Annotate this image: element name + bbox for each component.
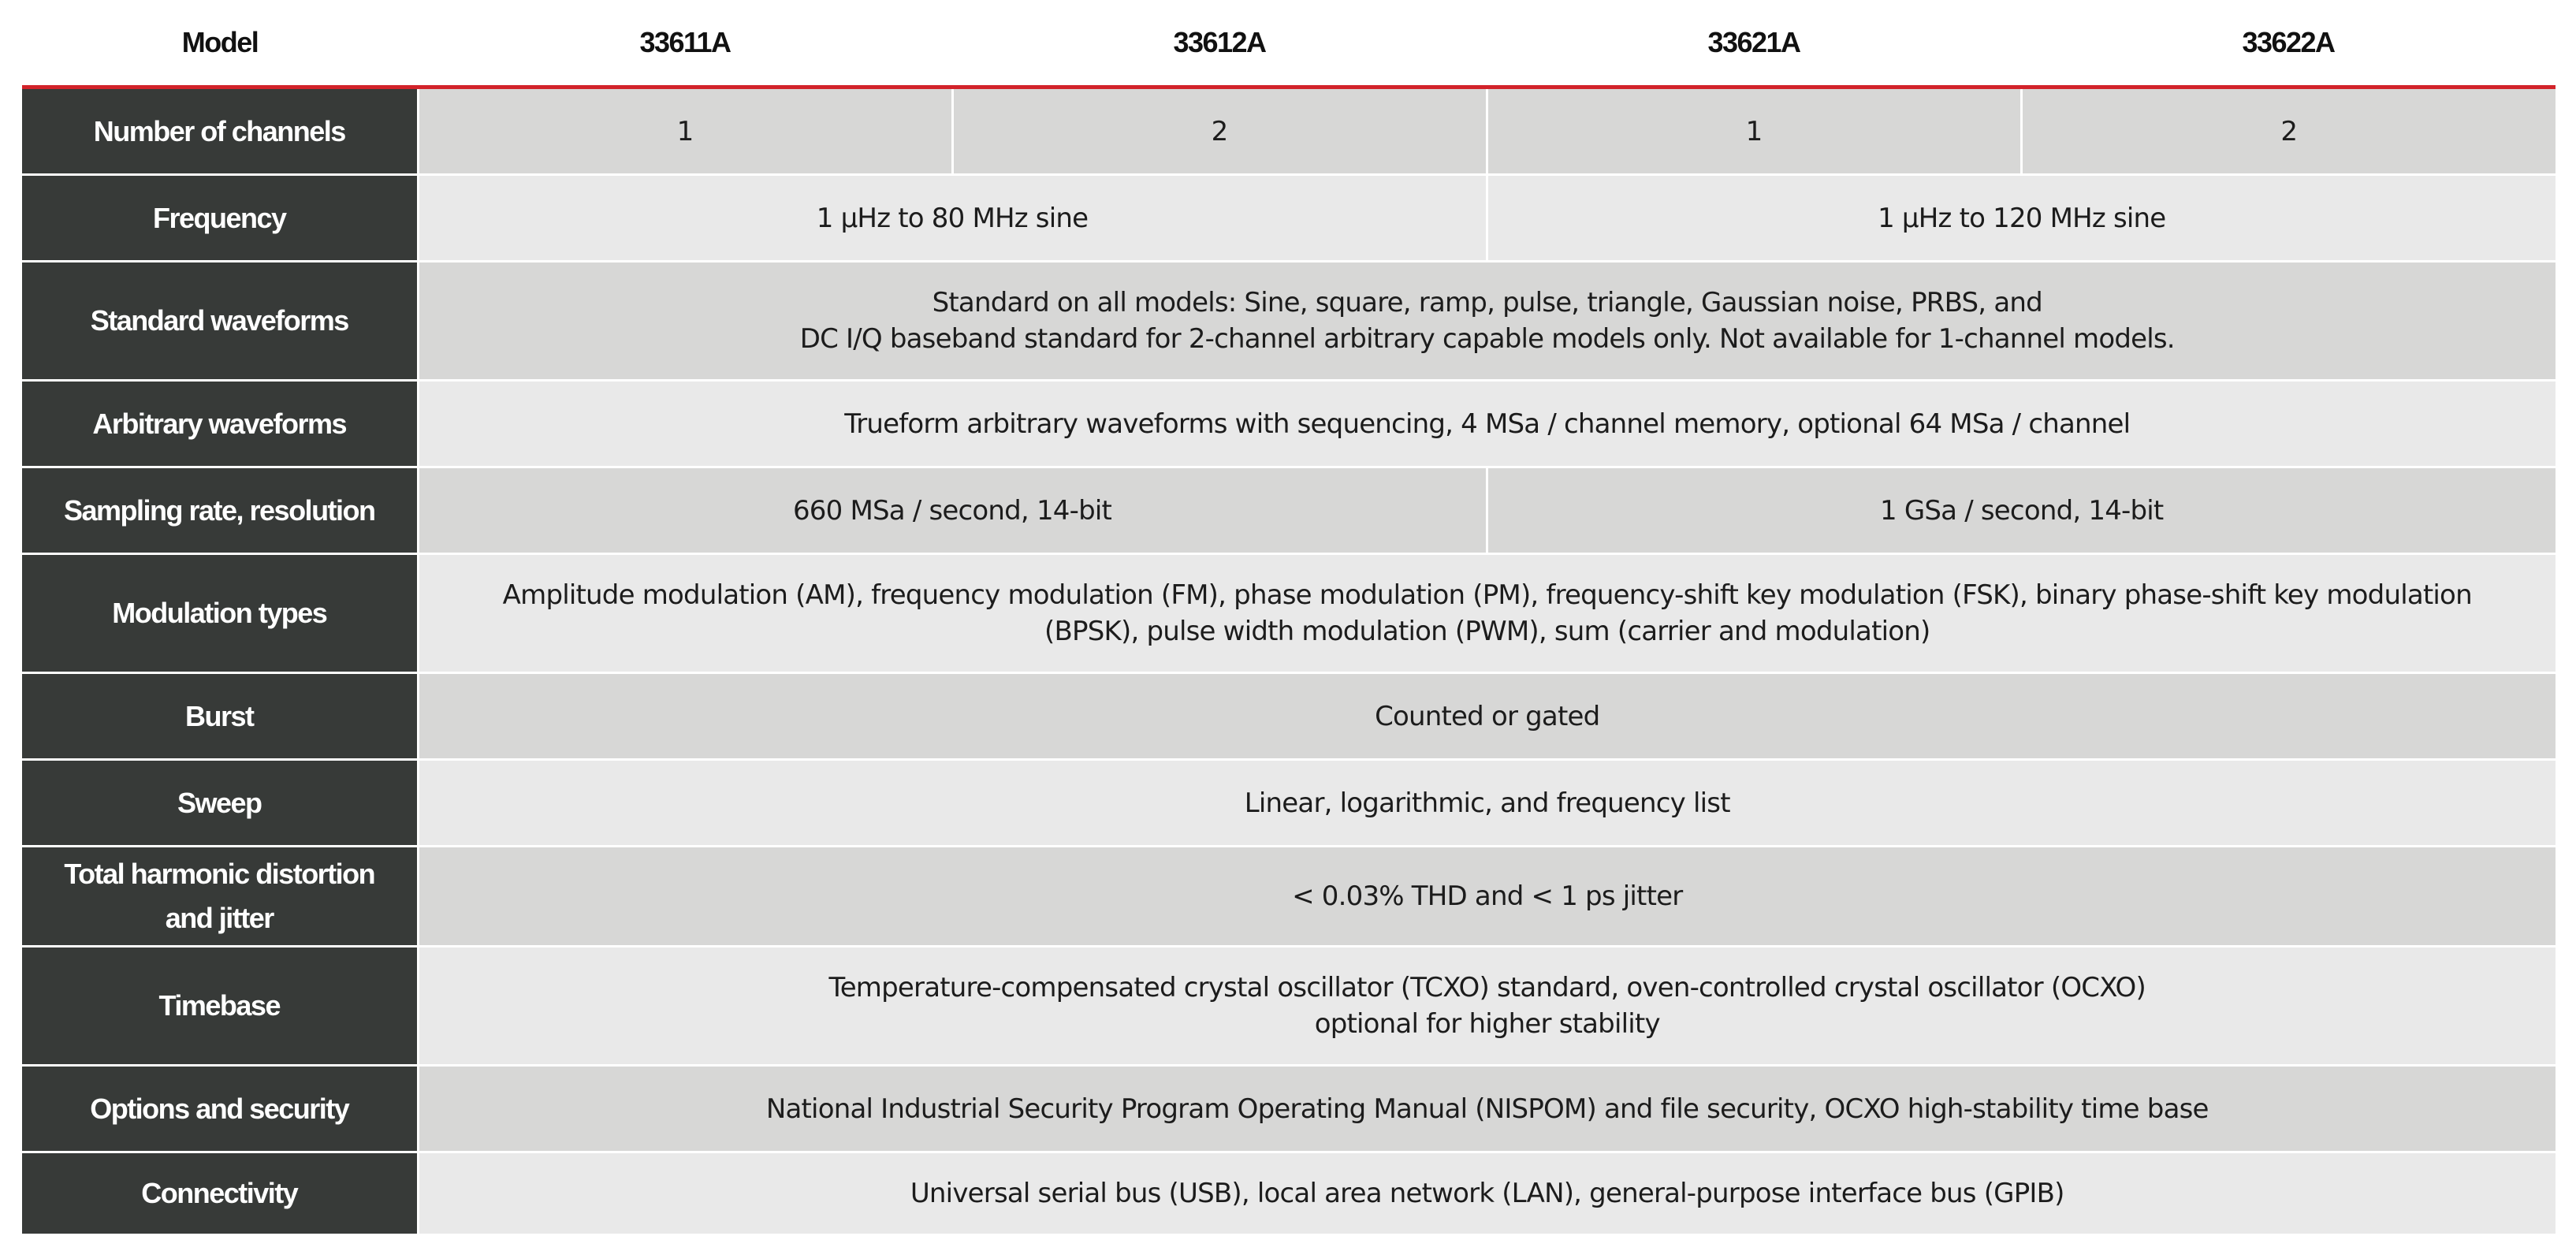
cell-value: 1 — [418, 87, 952, 175]
header-model-33622a: 33622A — [2021, 0, 2556, 87]
header-model-33612a: 33612A — [952, 0, 1487, 87]
row-label: Timebase — [22, 947, 418, 1066]
cell-value: 1 µHz to 120 MHz sine — [1487, 175, 2556, 262]
row-label — [22, 847, 418, 947]
row-label: Arbitrary waveforms — [22, 381, 418, 467]
row-standard-waveforms — [22, 262, 2556, 381]
row-sweep — [22, 760, 2556, 847]
header-row — [22, 0, 2556, 87]
row-total-harmonic-distortion — [22, 847, 2556, 947]
row-label: Number of channels — [22, 87, 418, 175]
cell-value — [418, 947, 2556, 1066]
row-label-line: and jitter — [165, 902, 274, 934]
row-label-line: Total harmonic distortion — [64, 858, 375, 890]
header-model-label: Model — [22, 0, 418, 87]
row-label: Sampling rate, resolution — [22, 467, 418, 554]
row-label: Burst — [22, 673, 418, 760]
cell-line: Temperature-compensated crystal oscillator (TCXO) standard, oven-controlled crystal oscillator (OCXO) — [828, 972, 2146, 1003]
row-label: Sweep — [22, 760, 418, 847]
row-connectivity — [22, 1152, 2556, 1234]
row-modulation-types — [22, 554, 2556, 673]
row-label: Connectivity — [22, 1152, 418, 1234]
header-model-33621a: 33621A — [1487, 0, 2021, 87]
cell-value: 660 MSa / second, 14-bit — [418, 467, 1487, 554]
row-label: Frequency — [22, 175, 418, 262]
header-model-33611a: 33611A — [418, 0, 952, 87]
cell-value — [418, 554, 2556, 673]
row-burst — [22, 673, 2556, 760]
cell-value: Trueform arbitrary waveforms with sequencing, 4 MSa / channel memory, optional 64 MSa / channel — [418, 381, 2556, 467]
cell-line: Amplitude modulation (AM), frequency modulation (FM), phase modulation (PM), frequency-shift key modulation (FSK), binary phase-shift key modulation — [502, 579, 2472, 611]
row-arbitrary-waveforms — [22, 381, 2556, 467]
cell-value: National Industrial Security Program Operating Manual (NISPOM) and file security, OCXO high-stability time base — [418, 1066, 2556, 1152]
row-label: Standard waveforms — [22, 262, 418, 381]
cell-value: 1 — [1487, 87, 2021, 175]
cell-value: Universal serial bus (USB), local area network (LAN), general-purpose interface bus (GPIB) — [418, 1152, 2556, 1234]
cell-value: Counted or gated — [418, 673, 2556, 760]
cell-value: 1 µHz to 80 MHz sine — [418, 175, 1487, 262]
row-options-and-security — [22, 1066, 2556, 1152]
cell-value: 2 — [952, 87, 1487, 175]
row-sampling-rate — [22, 467, 2556, 554]
cell-line: optional for higher stability — [1314, 1008, 1660, 1040]
row-label: Modulation types — [22, 554, 418, 673]
cell-value: 2 — [2021, 87, 2556, 175]
cell-line: DC I/Q baseband standard for 2-channel arbitrary capable models only. Not available for 1-channel models. — [799, 323, 2175, 355]
row-label: Options and security — [22, 1066, 418, 1152]
row-timebase — [22, 947, 2556, 1066]
cell-line: Standard on all models: Sine, square, ramp, pulse, triangle, Gaussian noise, PRBS, and — [932, 287, 2042, 318]
row-frequency — [22, 175, 2556, 262]
row-number-of-channels — [22, 87, 2556, 175]
cell-line: (BPSK), pulse width modulation (PWM), sum (carrier and modulation) — [1044, 616, 1930, 647]
cell-value: 1 GSa / second, 14-bit — [1487, 467, 2556, 554]
spec-comparison-table — [22, 0, 2556, 1234]
cell-value — [418, 262, 2556, 381]
cell-value: < 0.03% THD and < 1 ps jitter — [418, 847, 2556, 947]
cell-value: Linear, logarithmic, and frequency list — [418, 760, 2556, 847]
